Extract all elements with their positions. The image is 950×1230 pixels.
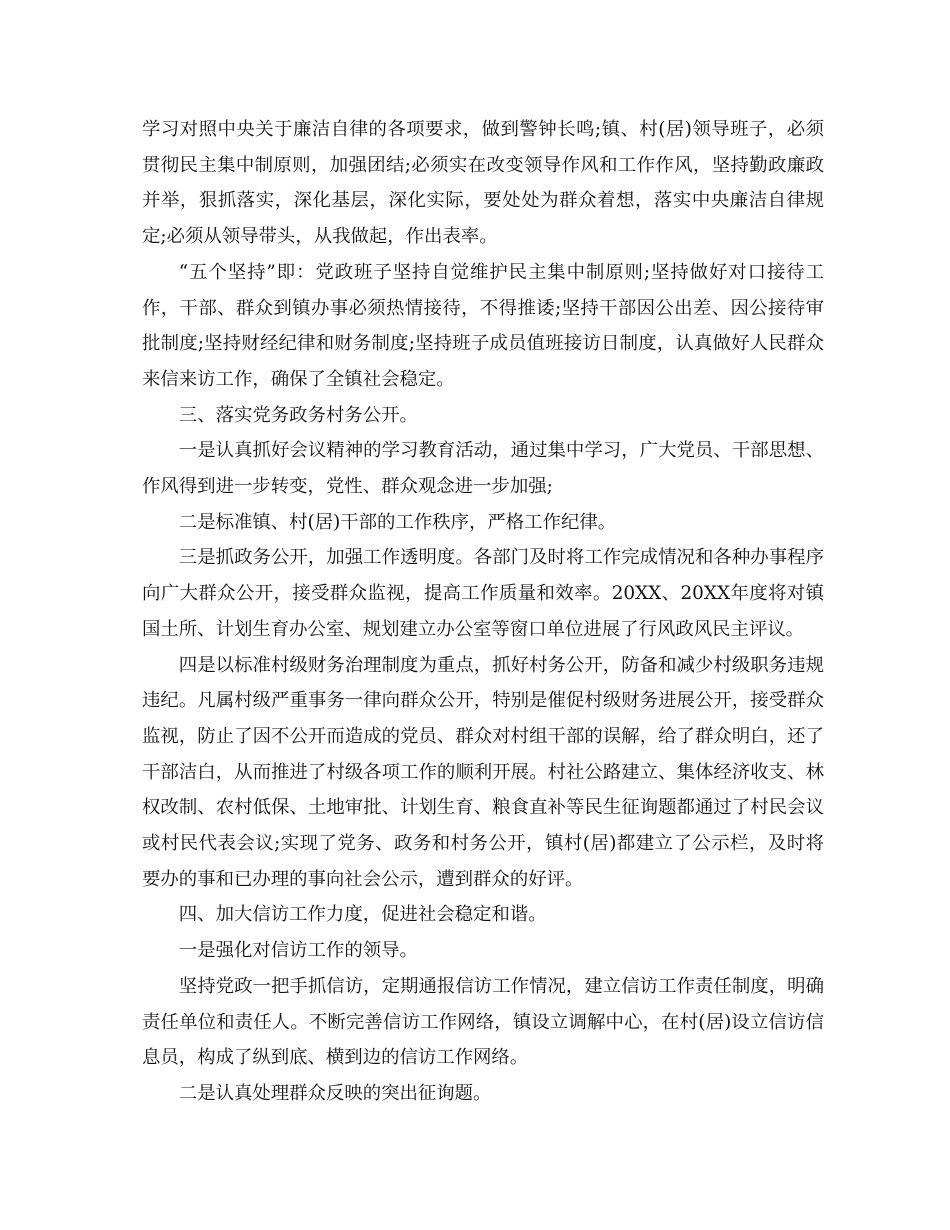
paragraph-continued: 学习对照中央关于廉洁自律的各项要求，做到警钟长鸣;镇、村(居)领导班子，必须贯彻民主集中制原则，加强团结;必须实在改变领导作风和工作作风，坚持勤政廉政并举，狠抓落实，深化基层，深化实际，要处处为群众着想，落实中央廉洁自律规定;必须从领导带头，从我做起，作出表率。 [142,119,824,248]
paragraph-sub-1: 一是强化对信访工作的领导。 [178,940,418,962]
paragraph-five-persistences: “五个坚持”即：党政班子坚持自觉维护民主集中制原则;坚持做好对口接待工作，干部、群众到镇办事必须热情接待，不得推诿;坚持干部因公出差、因公接待审批制度;坚持财经纪律和财务制度;坚持班子成员值班接访日制度，认真做好人民群众来信来访工作，确保了全镇社会稳定。 [142,261,824,390]
section-heading-3: 三、落实党务政务村务公开。 [178,404,418,426]
paragraph-petition-network: 坚持党政一把手抓信访，定期通报信访工作情况，建立信访工作责任制度，明确责任单位和责任人。不断完善信访工作网络，镇设立调解中心，在村(居)设立信访信息员，构成了纵到底、横到边的信访工作网络。 [142,975,824,1069]
paragraph-item-3: 三是抓政务公开，加强工作透明度。各部门及时将工作完成情况和各种办事程序向广大群众公开，接受群众监视，提高工作质量和效率。20XX、20XX年度将对镇国土所、计划生育办公室、规划建立办公室等窗口单位进展了行风政风民主评议。 [142,547,824,640]
paragraph-sub-2: 二是认真处理群众反映的突出征询题。 [178,1082,492,1104]
paragraph-item-2: 二是标准镇、村(居)干部的工作秩序，严格工作纪律。 [178,511,617,533]
document-body [142,112,824,1112]
paragraph-item-1: 一是认真抓好会议精神的学习教育活动，通过集中学习，广大党员、干部思想、作风得到进一步转变，党性、群众观念进一步加强; [142,440,824,498]
paragraph-item-4: 四是以标准村级财务治理制度为重点，抓好村务公开，防备和减少村级职务违规违纪。凡属村级严重事务一律向群众公开，特别是催促村级财务进展公开，接受群众监视，防止了因不公开而造成的党员、群众对村组干部的误解，给了群众明白，还了干部洁白，从而推进了村级各项工作的顺利开展。村社公路建立、集体经济收支、林权改制、农村低保、土地审批、计划生育、粮食直补等民生征询题都通过了村民会议或村民代表会议;实现了党务、政务和村务公开，镇村(居)都建立了公示栏，及时将要办的事和已办理的事向社会公示，遭到群众的好评。 [142,654,824,890]
section-heading-4: 四、加大信访工作力度，促进社会稳定和谐。 [178,904,547,926]
